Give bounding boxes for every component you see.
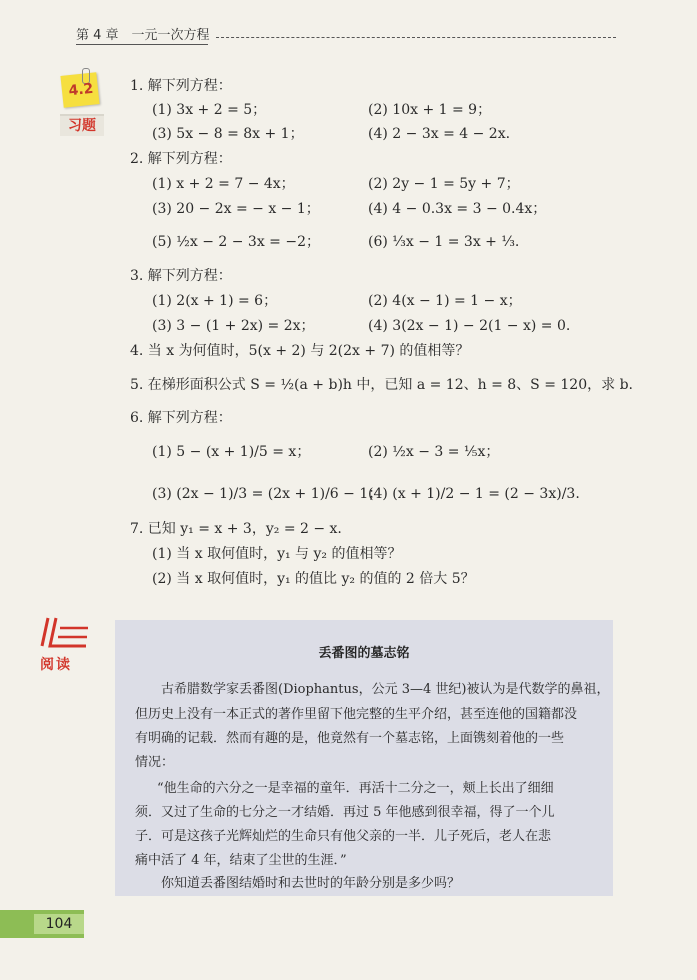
problem-6-heading: 6. 解下列方程： (130, 410, 232, 426)
problem-item: (4) (x + 1)/2 − 1 = (2 − 3x)/3. (368, 486, 580, 502)
reading-line: 情况： (135, 755, 175, 770)
reading-box (115, 620, 613, 896)
problem-3-heading: 3. 解下列方程： (130, 268, 232, 284)
problem-2-heading: 2. 解下列方程： (130, 151, 232, 167)
problem-item: (1) 当 x 取何值时，y₁ 与 y₂ 的值相等？ (152, 546, 402, 562)
problem-item: (4) 2 − 3x = 4 − 2x. (368, 126, 511, 142)
problem-item: (2) 4(x − 1) = 1 − x； (368, 293, 522, 309)
header-dashed-rule (216, 37, 616, 38)
problem-item: (3) (2x − 1)/3 = (2x + 1)/6 − 1； (152, 486, 383, 502)
problem-7-heading: 7. 已知 y₁ = x + 3，y₂ = 2 − x. (130, 521, 342, 537)
book-lines-icon (38, 616, 94, 656)
problem-item: (2) 10x + 1 = 9； (368, 102, 492, 118)
problem-item: (1) x + 2 = 7 − 4x； (152, 176, 295, 192)
chapter-header (76, 24, 621, 46)
reading-line: 有明确的记载．然而有趣的是，他竟然有一个墓志铭，上面镌刻着他的一些 (135, 731, 565, 746)
reading-line: 你知道丢番图结婚时和去世时的年龄分别是多少吗？ (161, 876, 461, 891)
reading-line: 子．可是这孩子光辉灿烂的生命只有他父亲的一半．儿子死后，老人在悲 (135, 829, 552, 844)
reading-title: 丢番图的墓志铭 (318, 646, 410, 661)
problem-1-heading: 1. 解下列方程： (130, 78, 232, 94)
problem-item: (2) 2y − 1 = 5y + 7； (368, 176, 520, 192)
problem-item: (1) 3x + 2 = 5； (152, 102, 267, 118)
problem-item: (1) 5 − (x + 1)/5 = x； (152, 444, 311, 460)
problem-item: (3) 3 − (1 + 2x) = 2x； (152, 318, 315, 334)
problem-item: (2) ½x − 3 = ⅕x； (368, 444, 500, 460)
reading-line: 古希腊数学家丢番图(Diophantus，公元 3—4 世纪)被认为是代数学的鼻祖， (161, 682, 610, 697)
exercise-badge (60, 70, 104, 136)
reading-line: 须．又过了生命的七分之一才结婚．再过 5 年他感到很幸福，得了一个儿 (135, 805, 555, 820)
problem-item: (2) 当 x 取何值时，y₁ 的值比 y₂ 的值的 2 倍大 5？ (152, 571, 475, 587)
section-number: 4.2 (67, 80, 95, 100)
reading-section-marker (38, 616, 94, 674)
exercise-label: 习题 (60, 114, 104, 136)
problem-item: (3) 20 − 2x = − x − 1； (152, 201, 320, 217)
chapter-title: 第 4 章 一元一次方程 (76, 28, 210, 43)
header-underline (76, 44, 208, 45)
problem-item: (1) 2(x + 1) = 6； (152, 293, 278, 309)
problem-4: 4. 当 x 为何值时，5(x + 2) 与 2(2x + 7) 的值相等？ (130, 343, 470, 359)
page-number: 104 (34, 914, 84, 934)
problem-item: (6) ⅓x − 1 = 3x + ⅓. (368, 234, 520, 250)
reading-line: 但历史上没有一本正式的著作里留下他完整的生平介绍，甚至连他的国籍都没 (135, 707, 578, 722)
problem-item: (5) ½x − 2 − 3x = −2； (152, 234, 320, 250)
problem-5: 5. 在梯形面积公式 S = ½(a + b)h 中，已知 a = 12、h = 8、S = 120，求 b. (130, 377, 633, 393)
reading-line: 痛中活了 4 年，结束了尘世的生涯．” (135, 853, 347, 868)
reading-line: “他生命的六分之一是幸福的童年．再活十二分之一，颊上长出了细细 (157, 781, 554, 796)
problem-item: (3) 5x − 8 = 8x + 1； (152, 126, 304, 142)
problem-item: (4) 3(2x − 1) − 2(1 − x) = 0. (368, 318, 571, 334)
reading-label: 阅读 (40, 657, 72, 673)
problem-item: (4) 4 − 0.3x = 3 − 0.4x； (368, 201, 547, 217)
